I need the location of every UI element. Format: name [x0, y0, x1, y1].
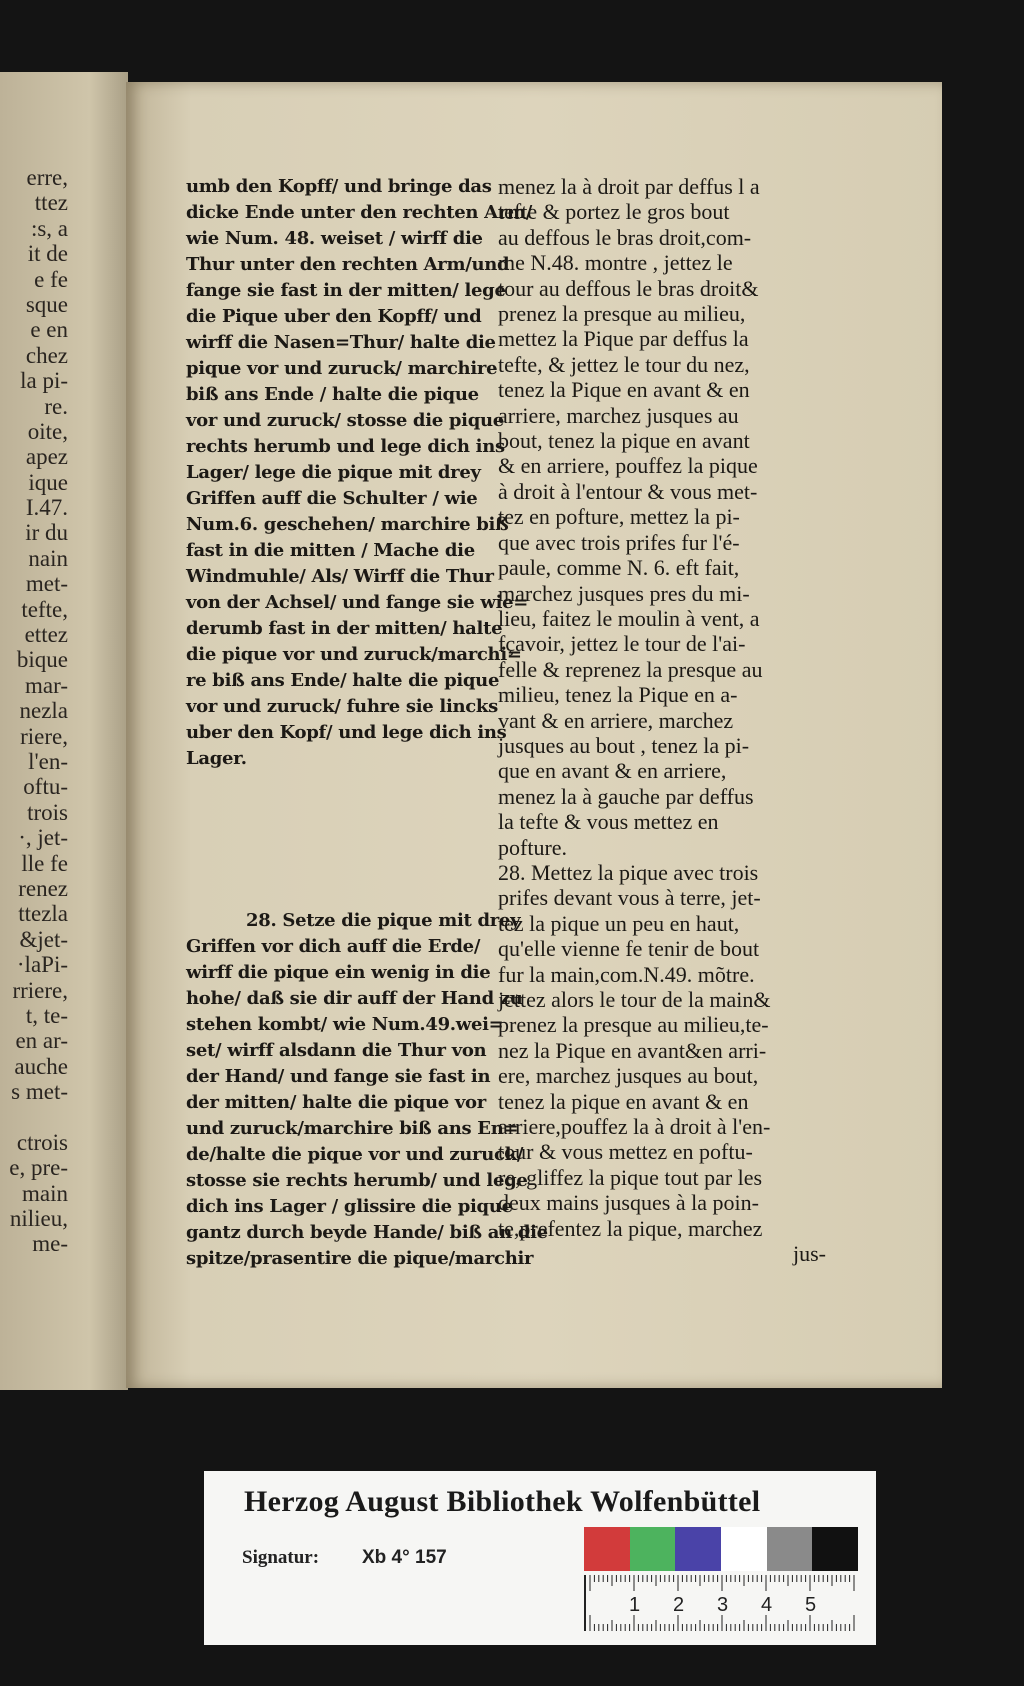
german-line: wirff die pique ein wenig in die — [186, 962, 491, 983]
german-line: umb den Kopff/ und bringe das — [186, 176, 492, 197]
german-line: vor und zuruck/ fuhre sie lincks — [186, 696, 498, 717]
french-line: ere, marchez jusques au bout, — [498, 1063, 759, 1089]
french-line: au deffous le bras droit,com- — [498, 224, 752, 250]
french-line: marchez jusques pres du mi- — [498, 580, 750, 606]
left-page-line: ·laPi- — [16, 952, 68, 978]
french-line: paule, comme N. 6. eft fait, — [498, 555, 740, 581]
french-column — [498, 174, 826, 1266]
german-line: biß ans Ende / halte die pique — [186, 384, 479, 405]
ruler-number: 2 — [673, 1594, 685, 1616]
left-page-line: e, pre- — [9, 1155, 68, 1181]
french-line: la tefte & vous mettez en — [498, 809, 719, 835]
german-line: dicke Ende unter den rechten Arm/ — [186, 202, 533, 223]
catchword: jus- — [793, 1241, 826, 1267]
left-page-line: I.47. — [25, 495, 68, 521]
french-line: que avec trois prifes fur l'é- — [498, 529, 740, 555]
ruler-number: 4 — [761, 1594, 773, 1616]
left-page-line: nezla — [19, 698, 68, 724]
ruler-number: 3 — [717, 1594, 729, 1616]
german-line: spitze/prasentire die pique/marchir — [186, 1248, 534, 1269]
french-line: à droit à l'entour & vous met- — [498, 478, 758, 504]
left-page-line: l'en- — [28, 748, 68, 774]
french-line: tefte, & jettez le tour du nez, — [498, 351, 750, 377]
signatur-value: Xb 4° 157 — [362, 1547, 447, 1568]
german-line: der Hand/ und fange sie fast in — [186, 1066, 491, 1087]
left-page-line: renez — [18, 875, 68, 901]
french-line: fçavoir, jettez le tour de l'ai- — [498, 631, 746, 657]
left-page-line: la pi- — [20, 368, 68, 394]
left-page-line: ·, jet- — [18, 825, 68, 851]
french-line: jettez alors le tour de la main& — [498, 987, 771, 1012]
french-line: bout, tenez la pique en avant — [498, 428, 750, 454]
german-line: Lager/ lege die pique mit drey — [186, 462, 481, 483]
left-page-line: tefte, — [21, 596, 68, 622]
german-line: wirff die Nasen=Thur/ halte die — [186, 332, 496, 353]
left-page-line: nilieu, — [9, 1206, 68, 1232]
left-page-line: re. — [44, 393, 68, 419]
left-page-line: met- — [25, 571, 68, 597]
german-line: Griffen auff die Schulter / wie — [186, 488, 478, 509]
french-line: que en avant & en arriere, — [498, 758, 727, 784]
color-calibration-chart — [584, 1527, 858, 1571]
french-line: deux mains jusques à la poin- — [498, 1190, 759, 1216]
ruler-ticks — [586, 1575, 860, 1631]
left-page-line: sque — [25, 291, 68, 317]
french-line: prifes devant vous à terre, jet- — [498, 885, 761, 911]
german-line: dich ins Lager / glissire die pique — [186, 1196, 513, 1217]
german-line: fange sie fast in der mitten/ lege — [186, 280, 506, 301]
french-line: arriere,pouffez la à droit à l'en- — [498, 1114, 771, 1140]
color-patch — [721, 1527, 767, 1571]
left-page-line: riere, — [20, 723, 68, 749]
german-line: pique vor und zuruck/ marchire — [186, 358, 498, 379]
french-line: tour au deffous le bras droit& — [498, 275, 759, 301]
left-page-line: ettez — [24, 622, 68, 648]
german-line: re biß ans Ende/ halte die pique — [186, 670, 500, 691]
french-line: qu'elle vienne fe tenir de bout — [498, 936, 760, 962]
french-line: lieu, faitez le moulin à vent, a — [498, 605, 760, 631]
german-line: Num.6. geschehen/ marchire biß — [186, 514, 509, 535]
german-line: die Pique uber den Kopff/ und — [186, 306, 482, 327]
french-line: tenez la Pique en avant & en — [498, 377, 750, 403]
german-line: set/ wirff alsdann die Thur von — [186, 1040, 487, 1061]
left-page-line — [0, 1104, 68, 1129]
left-page-line: en ar- — [15, 1028, 68, 1054]
left-page-line: :s, a — [30, 215, 68, 241]
french-line: re, gliffez la pique tout par les — [498, 1164, 763, 1190]
left-page-line: oftu- — [23, 774, 68, 800]
color-patch — [630, 1527, 676, 1571]
german-line: vor und zuruck/ stosse die pique — [186, 410, 504, 431]
left-page-line: me- — [32, 1231, 68, 1257]
french-line: te,prefentez la pique, marchez — [498, 1215, 763, 1241]
left-page-line: e fe — [34, 266, 68, 292]
left-page-line: mar- — [25, 672, 68, 698]
left-page-line: rriere, — [12, 977, 68, 1003]
color-patch — [584, 1527, 630, 1571]
french-line: tenez la pique en avant & en — [498, 1088, 749, 1114]
ruler-number: 5 — [805, 1594, 817, 1616]
french-line: fur la main,com.N.49. mõtre. — [498, 961, 755, 987]
french-line: me N.48. montre , jettez le — [498, 250, 733, 276]
french-line: nez la Pique en avant&en arri- — [498, 1037, 767, 1063]
left-page-line: main — [22, 1180, 68, 1206]
german-line: von der Achsel/ und fange sie wie= — [186, 592, 529, 613]
left-page-line: apez — [25, 444, 68, 470]
german-line: 28. Setze die pique mit drey — [246, 910, 521, 931]
german-line: Windmuhle/ Als/ Wirff die Thur — [186, 566, 494, 587]
german-line: stosse sie rechts herumb/ und lege — [186, 1170, 528, 1191]
german-line: gantz durch beyde Hande/ biß an die — [186, 1222, 548, 1243]
right-page — [126, 82, 942, 1388]
german-line: rechts herumb und lege dich ins — [186, 436, 505, 457]
left-page-line: e en — [30, 317, 68, 343]
french-line: prenez la presque au milieu,te- — [498, 1012, 769, 1038]
french-line: prenez la presque au milieu, — [498, 301, 746, 327]
left-page-edge — [0, 72, 128, 1390]
left-page-line: lle fe — [21, 850, 68, 876]
french-line: menez la à gauche par deffus — [498, 783, 754, 809]
german-line: und zuruck/marchire biß ans En= — [186, 1118, 519, 1139]
left-page-line: auche — [14, 1053, 68, 1079]
french-line: tour & vous mettez en poftu- — [498, 1139, 753, 1165]
french-line: felle & reprenez la presque au — [498, 656, 763, 682]
left-page-line: ir du — [25, 520, 68, 546]
left-page-line: s met- — [11, 1079, 68, 1105]
french-line: jusques au bout , tenez la pi- — [498, 732, 750, 758]
german-line: die pique vor und zuruck/marchi= — [186, 644, 522, 665]
left-page-line: it de — [27, 241, 68, 267]
left-page-text — [0, 165, 68, 1257]
german-line: der mitten/ halte die pique vor — [186, 1092, 486, 1113]
german-paragraph-2 — [186, 908, 548, 1272]
color-patch — [767, 1527, 813, 1571]
french-line: tez en pofture, mettez la pi- — [498, 504, 740, 530]
french-line: tez la pique un peu en haut, — [498, 910, 740, 936]
color-patch — [812, 1527, 858, 1571]
left-page-line: &jet- — [19, 926, 68, 952]
signatur-label: Signatur: — [242, 1547, 320, 1568]
left-page-line: ttezla — [18, 901, 68, 927]
scale-ruler — [584, 1575, 860, 1631]
german-line: derumb fast in der mitten/ halte — [186, 618, 503, 639]
german-paragraph-1 — [186, 174, 533, 772]
left-page-line: bique — [16, 647, 68, 673]
ruler-number: 1 — [629, 1594, 641, 1616]
german-line: wie Num. 48. weiset / wirff die — [186, 228, 483, 249]
french-line: mettez la Pique par deffus la — [498, 326, 749, 352]
german-line: de/halte die pique vor und zuruck/ — [186, 1144, 524, 1165]
french-line: milieu, tenez la Pique en a- — [498, 682, 738, 708]
french-paragraph-2 — [498, 860, 826, 1241]
french-paragraph-1 — [498, 174, 826, 860]
color-patch — [675, 1527, 721, 1571]
french-line: vant & en arriere, marchez — [498, 707, 734, 733]
left-page-line: ctrois — [16, 1129, 68, 1155]
left-page-line: ique — [28, 469, 68, 495]
left-page-line: erre, — [26, 165, 68, 190]
german-line: fast in die mitten / Mache die — [186, 540, 475, 561]
french-line: tefte & portez le gros bout — [498, 199, 730, 225]
french-line: & en arriere, pouffez la pique — [498, 453, 758, 479]
left-page-line: nain — [28, 545, 68, 571]
german-line: Thur unter den rechten Arm/und — [186, 254, 510, 275]
left-page-line: chez — [25, 342, 68, 368]
left-page-line: ttez — [34, 190, 68, 216]
library-reference-card — [204, 1471, 876, 1645]
french-line: 28. Mettez la pique avec trois — [498, 859, 759, 885]
german-line: Griffen vor dich auff die Erde/ — [186, 936, 481, 957]
french-line: pofture. — [498, 834, 568, 860]
left-page-line: oite, — [27, 418, 68, 444]
french-line: arriere, marchez jusques au — [498, 402, 739, 428]
german-line: uber den Kopf/ und lege dich ins — [186, 722, 507, 743]
left-page-line: trois — [27, 799, 68, 825]
german-line: Lager. — [186, 748, 247, 769]
library-name: Herzog August Bibliothek Wolfenbüttel — [244, 1485, 761, 1518]
french-line: menez la à droit par deffus l a — [498, 174, 760, 199]
german-line: stehen kombt/ wie Num.49.wei= — [186, 1014, 504, 1035]
german-line: hohe/ daß sie dir auff der Hand zu — [186, 988, 523, 1009]
left-page-line: t, te- — [25, 1002, 68, 1028]
